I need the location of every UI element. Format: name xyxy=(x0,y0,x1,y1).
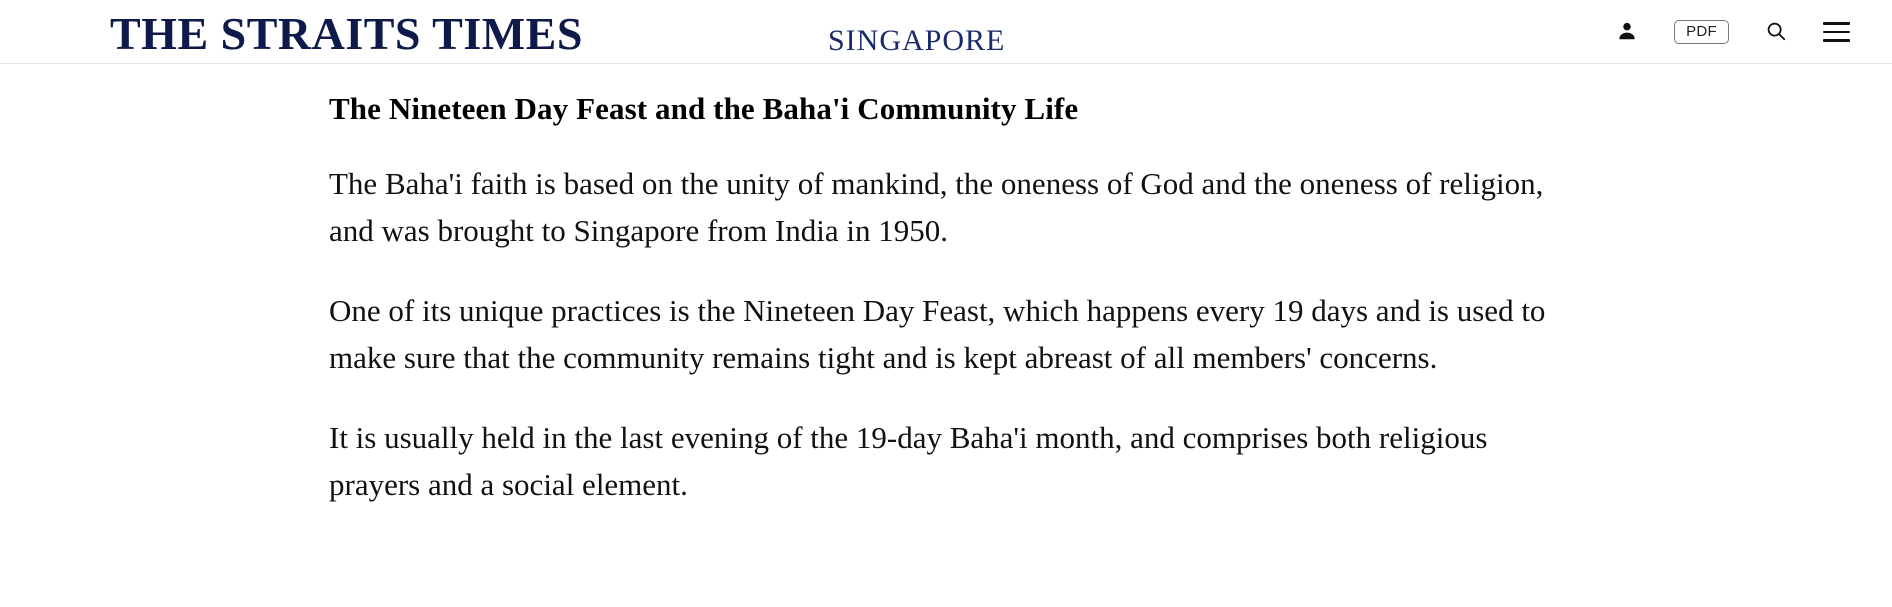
search-button[interactable] xyxy=(1765,20,1787,45)
pdf-button[interactable]: PDF xyxy=(1674,20,1729,44)
search-icon xyxy=(1765,20,1787,45)
user-account-button[interactable] xyxy=(1616,20,1638,45)
menu-button[interactable] xyxy=(1823,22,1850,42)
article-body xyxy=(0,64,1892,508)
article-paragraph: It is usually held in the last evening of the 19-day Baha'i month, and comprises both religious prayers and a social element. xyxy=(329,420,1488,502)
masthead-logo[interactable]: THE STRAITS TIMES xyxy=(110,8,583,59)
hamburger-menu-icon xyxy=(1823,22,1850,42)
site-header xyxy=(0,0,1892,64)
article-paragraph: The Baha'i faith is based on the unity of mankind, the oneness of God and the oneness of religion, and was brought to Singapore from India in 1950. xyxy=(329,166,1544,248)
article-paragraph: One of its unique practices is the Nineteen Day Feast, which happens every 19 days and is used to make sure that the community remains tight and is kept abreast of all members' concerns. xyxy=(329,293,1546,375)
section-title[interactable]: SINGAPORE xyxy=(828,24,1006,57)
user-icon xyxy=(1616,20,1638,45)
article-headline: The Nineteen Day Feast and the Baha'i Community Life xyxy=(329,91,1079,126)
header-tools xyxy=(1616,0,1850,64)
